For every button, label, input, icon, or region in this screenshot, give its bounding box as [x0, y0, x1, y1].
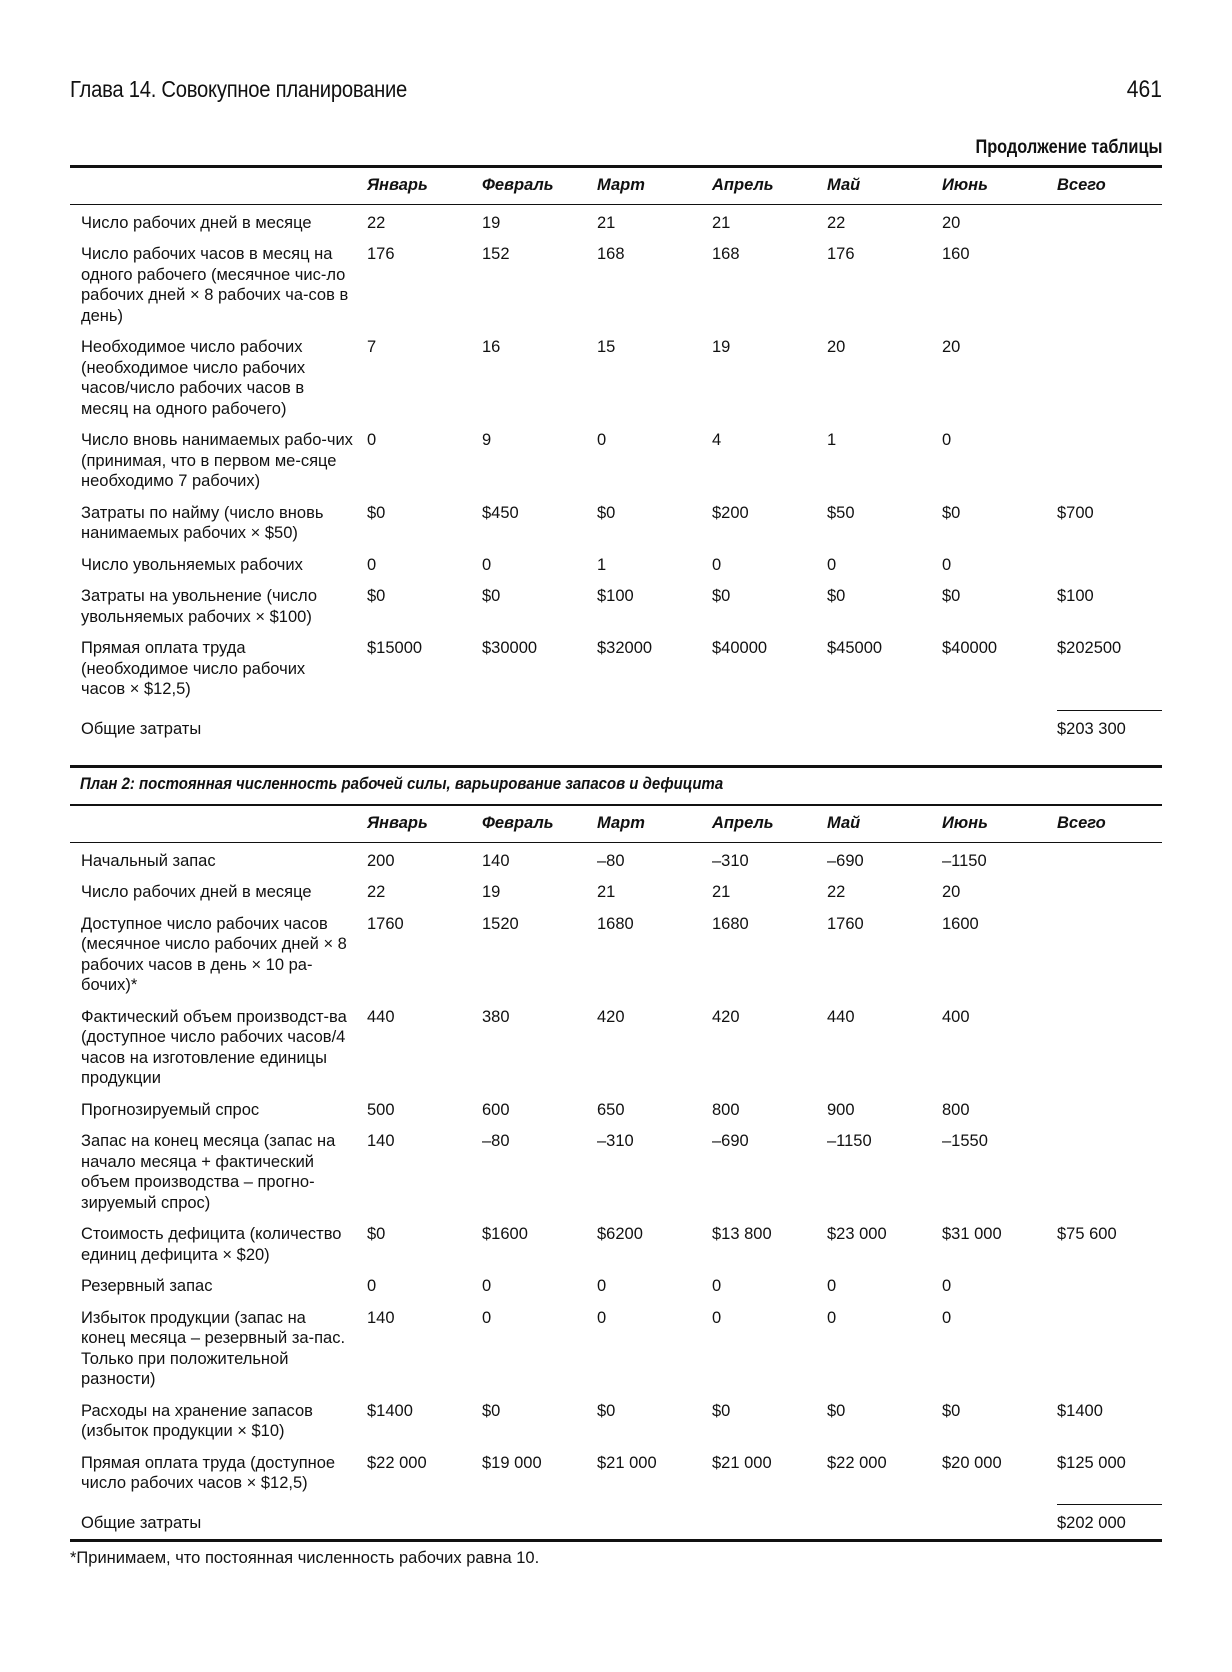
value-cell: 1600: [942, 914, 979, 933]
value-cell: $15000: [367, 639, 423, 657]
value-cell: $200: [712, 503, 749, 522]
table-row: [70, 1131, 1162, 1224]
value-cell: $0: [597, 503, 616, 522]
value-cell: 22: [367, 213, 386, 232]
grand-total-label: Общие затраты: [81, 1513, 202, 1532]
value-cell: 420: [597, 1007, 625, 1026]
value-cell: 168: [597, 245, 625, 263]
value-cell: $1400: [367, 1401, 413, 1420]
value-cell: $22 000: [367, 1453, 427, 1472]
total-cell: [1057, 842, 1162, 882]
value-cell: $22 000: [827, 1453, 887, 1472]
value-cell: $0: [712, 1401, 731, 1420]
total-cell: [1057, 337, 1162, 430]
value-cell: $0: [367, 587, 386, 605]
value-cell: 0: [482, 1277, 492, 1295]
month-header: Февраль: [482, 168, 597, 204]
empty-cell: [827, 711, 942, 751]
total-cell: [1057, 1100, 1162, 1132]
value-cell: 20: [942, 338, 961, 356]
page-number: 461: [1126, 76, 1162, 103]
value-cell: $0: [942, 1401, 961, 1420]
month-header: Всего: [1057, 168, 1162, 204]
total-cell: $700: [1057, 503, 1094, 522]
chapter-title: Глава 14. Совокупное планирование: [70, 76, 408, 102]
row-label: Прямая оплата труда (необходимое число рабочих часов × $12,5): [81, 639, 306, 698]
empty-cell: [712, 711, 827, 751]
value-cell: 0: [827, 1308, 837, 1327]
table1: [70, 168, 1162, 751]
page-header: [70, 76, 1162, 110]
value-cell: $0: [367, 503, 386, 522]
value-cell: 0: [712, 1277, 722, 1295]
value-cell: –80: [597, 851, 625, 870]
value-cell: –1150: [827, 1132, 872, 1150]
empty-cell: [367, 711, 482, 751]
row-label: Необходимое число рабочих (необходимое число рабочих часов/число рабочих часов в месяц на одного рабочего): [81, 338, 306, 418]
value-cell: $0: [827, 1401, 846, 1420]
value-cell: 4: [712, 431, 722, 449]
total-cell: $75 600: [1057, 1225, 1117, 1243]
value-cell: $0: [942, 503, 961, 522]
empty-cell: [597, 711, 712, 751]
value-cell: 0: [942, 1277, 952, 1295]
table-row: [70, 1007, 1162, 1100]
value-cell: 160: [942, 245, 970, 263]
value-cell: $0: [712, 587, 731, 605]
table-row: [70, 430, 1162, 503]
value-cell: 0: [827, 1277, 837, 1295]
value-cell: $30000: [482, 639, 538, 657]
month-header: Январь: [367, 168, 482, 204]
value-cell: $45000: [827, 639, 883, 657]
month-header: Апрель: [712, 806, 827, 842]
value-cell: $13 800: [712, 1225, 772, 1243]
value-cell: 21: [597, 213, 616, 232]
value-cell: 176: [827, 245, 855, 263]
value-cell: 140: [482, 851, 510, 870]
value-cell: 0: [597, 1277, 607, 1295]
month-header-row: [70, 806, 1162, 842]
row-label: Избыток продукции (запас на конец месяца – резервный за-пас. Только при положительной разности): [81, 1308, 346, 1388]
value-cell: 0: [942, 431, 952, 449]
grand-total-value: $203 300: [1057, 711, 1162, 751]
value-cell: 0: [367, 431, 377, 449]
value-cell: $0: [827, 587, 846, 605]
value-cell: 200: [367, 851, 395, 870]
row-label: Доступное число рабочих часов (месячное число рабочих дней × 8 рабочих часов в день × 10 ра-бочих)*: [81, 914, 347, 994]
grand-total-label: Общие затраты: [81, 719, 202, 738]
value-cell: $32000: [597, 639, 653, 657]
value-cell: 20: [827, 338, 846, 356]
row-label: Затраты по найму (число вновь нанимаемых рабочих × $50): [81, 503, 324, 542]
value-cell: $21 000: [597, 1453, 657, 1472]
value-cell: 1680: [597, 914, 634, 933]
value-cell: 1760: [367, 914, 404, 933]
grand-total-row: [70, 711, 1162, 751]
value-cell: –80: [482, 1132, 510, 1150]
row-label: Прямая оплата труда (доступное число рабочих часов × $12,5): [81, 1453, 336, 1492]
value-cell: 19: [482, 213, 501, 232]
plan2-top-rule: [70, 765, 1162, 768]
value-cell: 20: [942, 213, 961, 232]
row-label: Затраты на увольнение (число увольняемых рабочих × $100): [81, 587, 317, 626]
value-cell: 380: [482, 1007, 510, 1026]
value-cell: 1760: [827, 914, 864, 933]
value-cell: 900: [827, 1100, 855, 1119]
value-cell: $50: [827, 503, 855, 522]
value-cell: 22: [827, 213, 846, 232]
value-cell: 19: [712, 338, 731, 356]
value-cell: –690: [712, 1132, 749, 1150]
month-header: Январь: [367, 806, 482, 842]
total-cell: [1057, 555, 1162, 587]
footnote: *Принимаем, что постоянная численность рабочих равна 10.: [70, 1549, 540, 1567]
table-row: [70, 244, 1162, 337]
value-cell: $20 000: [942, 1453, 1002, 1472]
total-cell: [1057, 1007, 1162, 1100]
value-cell: 400: [942, 1007, 970, 1026]
value-cell: 168: [712, 245, 740, 263]
value-cell: $0: [942, 587, 961, 605]
empty-cell: [942, 711, 1057, 751]
value-cell: 650: [597, 1100, 625, 1119]
month-header-row: [70, 168, 1162, 204]
value-cell: 0: [482, 1308, 492, 1327]
month-header: Июнь: [942, 168, 1057, 204]
month-header: Июнь: [942, 806, 1057, 842]
header-blank-cell: [70, 168, 367, 204]
value-cell: 0: [712, 555, 722, 574]
total-cell: [1057, 914, 1162, 1007]
value-cell: 21: [712, 883, 731, 901]
table-row: [70, 204, 1162, 244]
value-cell: $19 000: [482, 1453, 542, 1472]
value-cell: $40000: [712, 639, 768, 657]
month-header: Всего: [1057, 806, 1162, 842]
total-cell: [1057, 1276, 1162, 1308]
row-label: Число рабочих часов в месяц на одного рабочего (месячное чис-ло рабочих дней × 8 рабочих ча-сов в день): [81, 245, 349, 325]
value-cell: 1: [597, 555, 607, 574]
value-cell: 1680: [712, 914, 749, 933]
row-label: Начальный запас: [81, 851, 216, 870]
table-row: [70, 1453, 1162, 1505]
value-cell: 140: [367, 1308, 395, 1327]
value-cell: 0: [367, 555, 377, 574]
value-cell: 16: [482, 338, 501, 356]
value-cell: $0: [367, 1225, 386, 1243]
value-cell: 20: [942, 883, 961, 901]
month-header: Февраль: [482, 806, 597, 842]
value-cell: 9: [482, 431, 492, 449]
total-cell: [1057, 1131, 1162, 1224]
row-label: Запас на конец месяца (запас на начало месяца + фактический объем производства – прогно-зируемый спрос): [81, 1132, 336, 1212]
value-cell: $0: [597, 1401, 616, 1420]
table2-bottom-rule: [70, 1539, 1162, 1542]
empty-cell: [482, 711, 597, 751]
row-label: Число увольняемых рабочих: [81, 555, 303, 574]
total-cell: [1057, 882, 1162, 914]
total-cell: $125 000: [1057, 1453, 1126, 1472]
total-cell: [1057, 204, 1162, 244]
value-cell: –310: [597, 1132, 634, 1150]
table-row: [70, 503, 1162, 555]
total-cell: [1057, 430, 1162, 503]
value-cell: 800: [712, 1100, 740, 1119]
continuation-label: Продолжение таблицы: [974, 137, 1162, 158]
value-cell: $6200: [597, 1225, 643, 1243]
value-cell: 15: [597, 338, 616, 356]
value-cell: 0: [942, 1308, 952, 1327]
row-label: Число рабочих дней в месяце: [81, 213, 312, 232]
month-header: Май: [827, 806, 942, 842]
table-row: [70, 1224, 1162, 1276]
month-header: Март: [597, 168, 712, 204]
value-cell: 600: [482, 1100, 510, 1119]
total-cell: $202500: [1057, 639, 1122, 657]
value-cell: 140: [367, 1132, 395, 1150]
value-cell: –310: [712, 851, 749, 870]
value-cell: 0: [942, 555, 952, 574]
value-cell: –690: [827, 851, 864, 870]
value-cell: 22: [367, 883, 386, 901]
table-row: [70, 914, 1162, 1007]
value-cell: 0: [827, 555, 837, 574]
value-cell: $31 000: [942, 1225, 1002, 1243]
value-cell: 7: [367, 338, 377, 356]
value-cell: 800: [942, 1100, 970, 1119]
value-cell: $450: [482, 503, 519, 522]
value-cell: $100: [597, 587, 634, 605]
value-cell: 152: [482, 245, 510, 263]
value-cell: 22: [827, 883, 846, 901]
value-cell: –1150: [942, 851, 987, 870]
value-cell: $1600: [482, 1225, 528, 1243]
value-cell: 1: [827, 431, 837, 449]
value-cell: 440: [827, 1007, 855, 1026]
value-cell: 420: [712, 1007, 740, 1026]
value-cell: 21: [712, 213, 731, 232]
value-cell: 0: [597, 431, 607, 449]
value-cell: $0: [482, 1401, 501, 1420]
value-cell: $21 000: [712, 1453, 772, 1472]
value-cell: $23 000: [827, 1225, 887, 1243]
value-cell: $0: [482, 587, 501, 605]
total-cell: [1057, 244, 1162, 337]
row-label: Число вновь нанимаемых рабо-чих (принимая, что в первом ме-сяце необходимо 7 рабочих): [81, 431, 353, 490]
table-row: [70, 337, 1162, 430]
table-row: [70, 842, 1162, 882]
value-cell: –1550: [942, 1132, 988, 1150]
table-row: [70, 1308, 1162, 1401]
month-header: Май: [827, 168, 942, 204]
value-cell: $40000: [942, 639, 998, 657]
row-label: Резервный запас: [81, 1277, 213, 1295]
table-row: [70, 586, 1162, 638]
value-cell: 1520: [482, 914, 519, 933]
value-cell: 21: [597, 883, 616, 901]
table-row: [70, 1401, 1162, 1453]
table-row: [70, 555, 1162, 587]
value-cell: 0: [367, 1277, 377, 1295]
value-cell: 0: [482, 555, 492, 574]
value-cell: 0: [597, 1308, 607, 1327]
total-cell: $100: [1057, 587, 1094, 605]
value-cell: 0: [712, 1308, 722, 1327]
month-header: Март: [597, 806, 712, 842]
row-label: Расходы на хранение запасов (избыток продукции × $10): [81, 1401, 313, 1440]
total-cell: [1057, 1308, 1162, 1401]
row-label: Число рабочих дней в месяце: [81, 883, 312, 901]
grand-total-value: $202 000: [1057, 1505, 1162, 1545]
table-row: [70, 1100, 1162, 1132]
table2: [70, 806, 1162, 1545]
value-cell: 440: [367, 1007, 395, 1026]
value-cell: 19: [482, 883, 501, 901]
table-row: [70, 638, 1162, 711]
table-row: [70, 882, 1162, 914]
value-cell: 176: [367, 245, 395, 263]
table-row: [70, 1276, 1162, 1308]
value-cell: 500: [367, 1100, 395, 1119]
header-blank-cell: [70, 806, 367, 842]
row-label: Фактический объем производст-ва (доступное число рабочих часов/4 часов на изготовление единицы продукции: [81, 1007, 347, 1087]
row-label: Стоимость дефицита (количество единиц дефицита × $20): [81, 1225, 342, 1264]
total-cell: $1400: [1057, 1401, 1103, 1420]
row-label: Прогнозируемый спрос: [81, 1100, 260, 1119]
plan2-title: План 2: постоянная численность рабочей силы, варьирование запасов и дефицита: [80, 774, 724, 793]
month-header: Апрель: [712, 168, 827, 204]
